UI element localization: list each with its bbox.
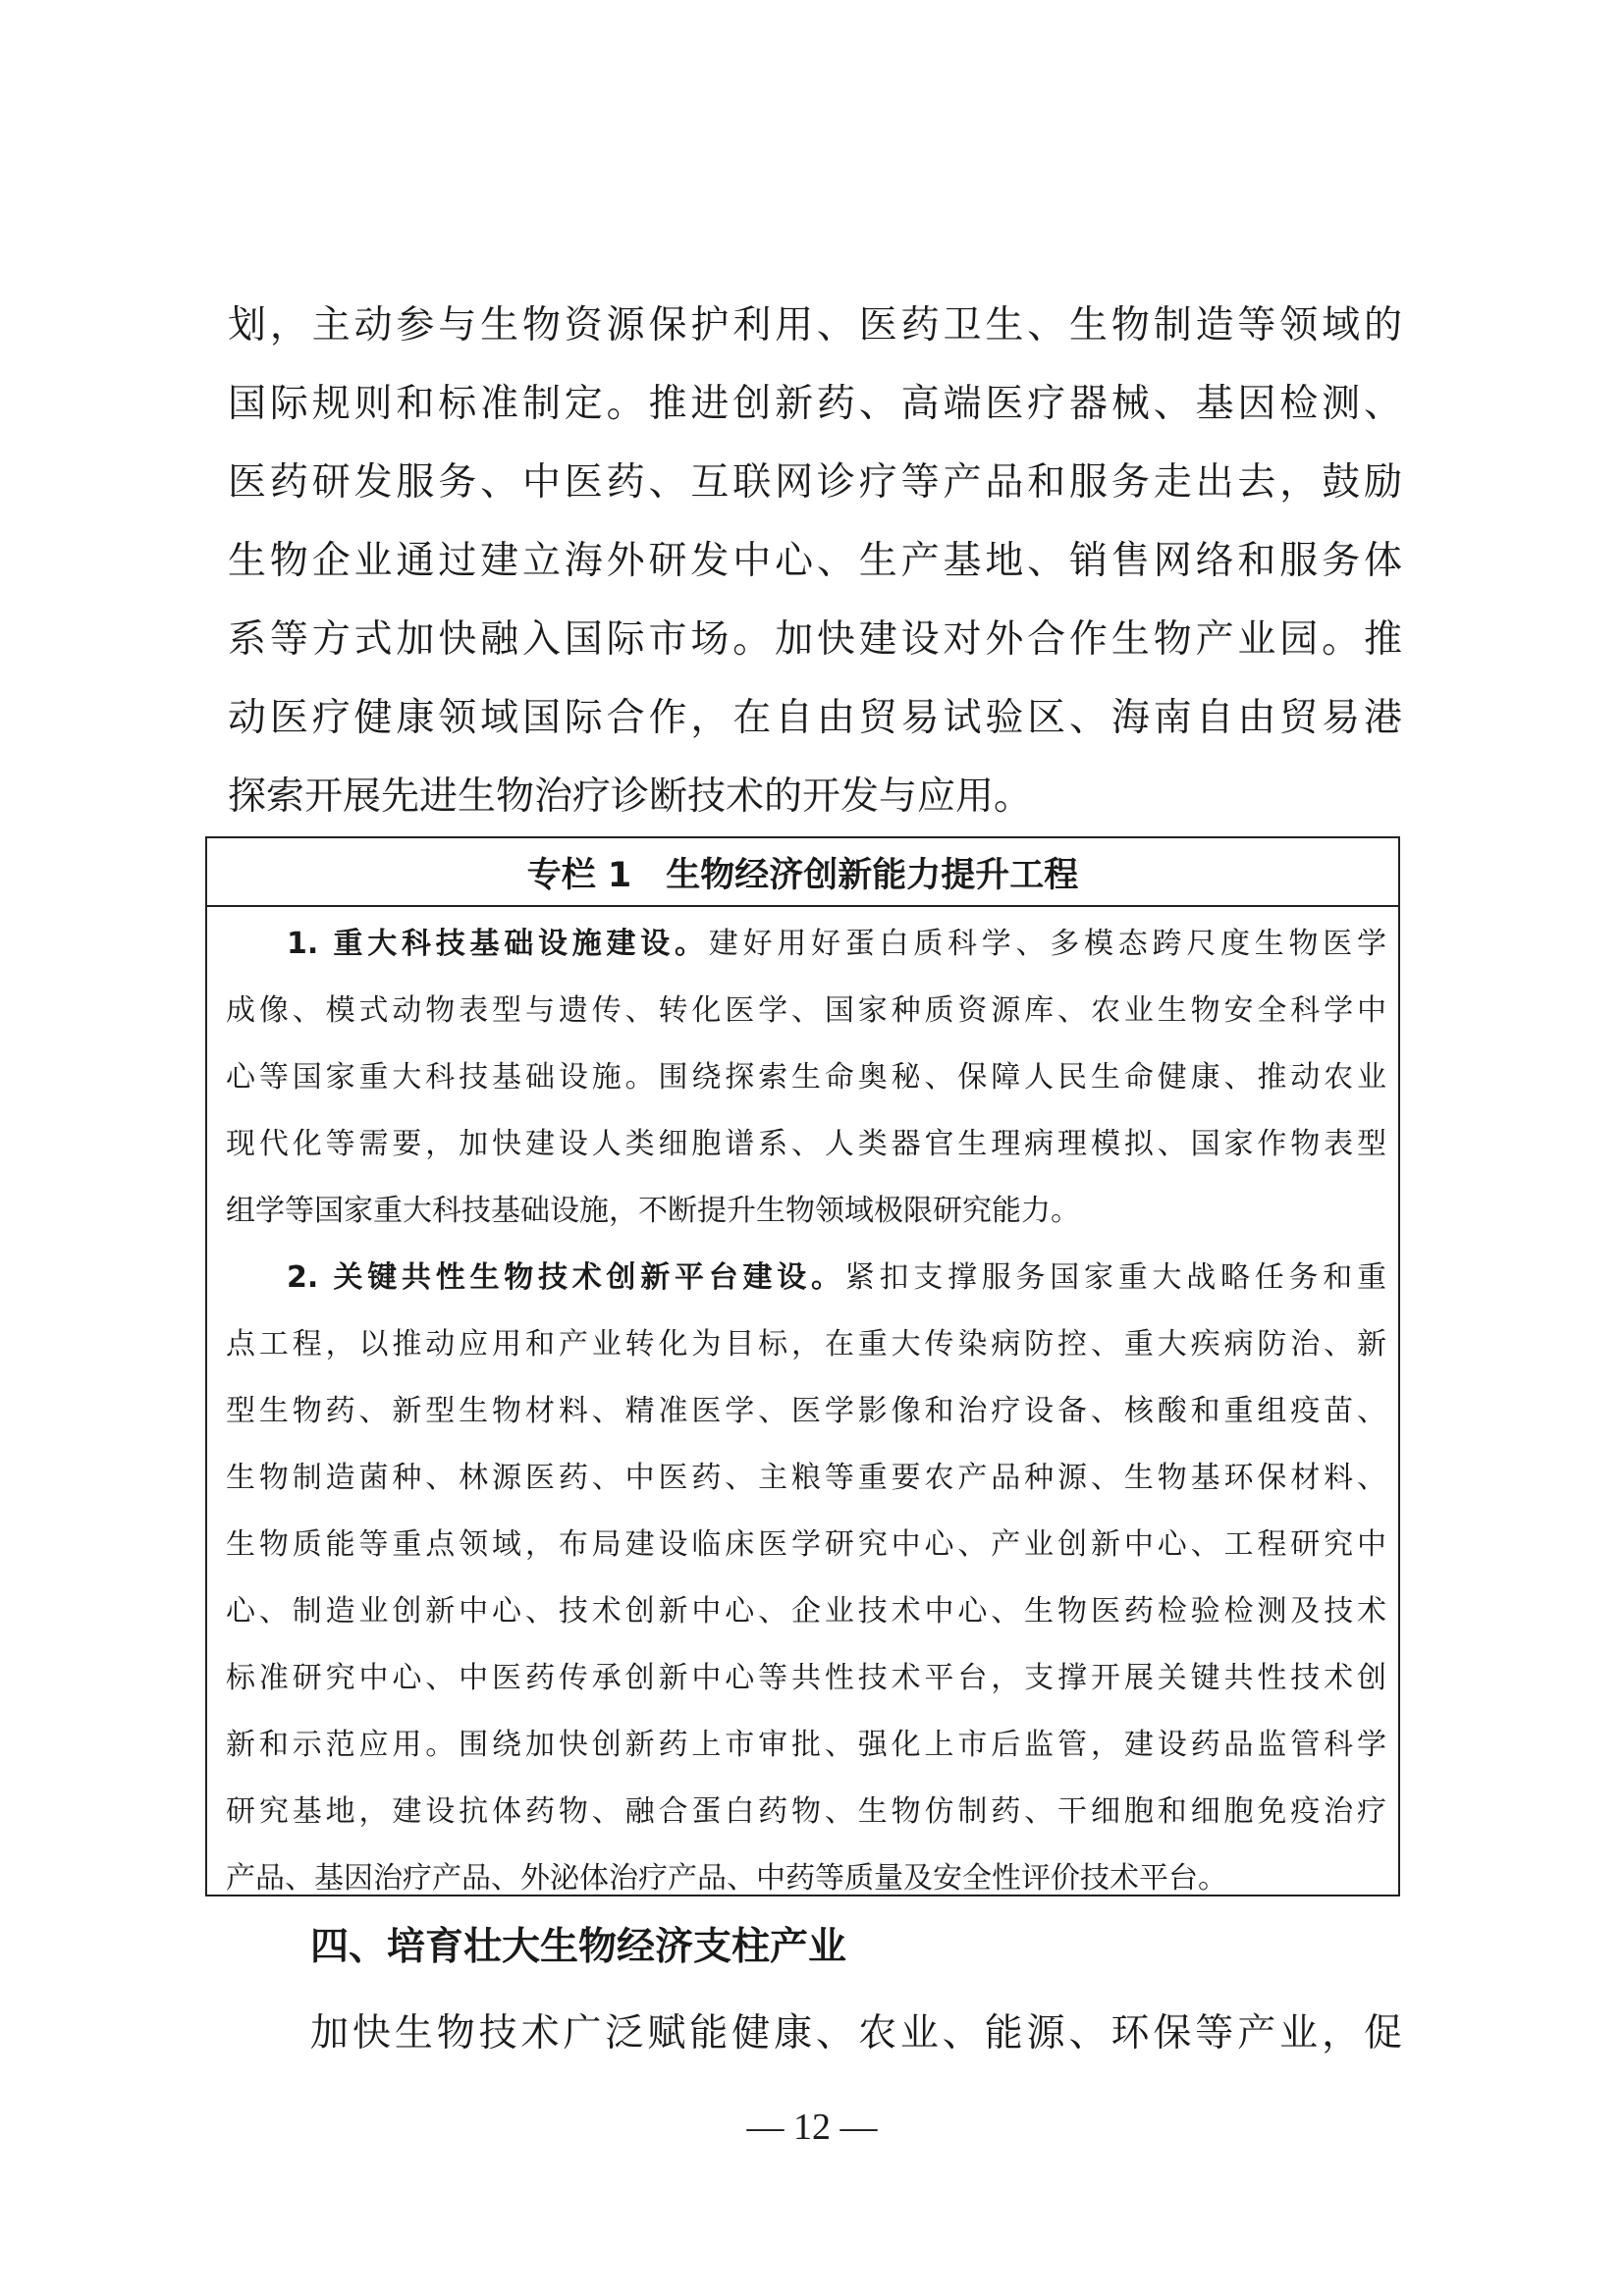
body-text-line: 划，主动参与生物资源保护利用、医药卫生、生物制造等领域的 [228, 303, 1402, 347]
item-heading: 1. 重大科技基础设施建设。 [287, 927, 709, 961]
box-item-line: 成像、模式动物表型与遗传、转化医学、国家种质资源库、农业生物安全科学中 [226, 993, 1386, 1028]
box-item-line: 心等国家重大科技基础设施。围绕探索生命奥秘、保障人民生命健康、推动农业 [226, 1060, 1386, 1095]
box-item-line: 生物质能等重点领域，布局建设临床医学研究中心、产业创新中心、工程研究中 [226, 1527, 1386, 1562]
box-divider [207, 905, 1398, 907]
box-item-line: 型生物药、新型生物材料、精准医学、医学影像和治疗设备、核酸和重组疫苗、 [226, 1394, 1386, 1428]
box-item-line: 心、制造业创新中心、技术创新中心、企业技术中心、生物医药检验检测及技术 [226, 1594, 1386, 1629]
body-text-line: 动医疗健康领域国际合作，在自由贸易试验区、海南自由贸易港 [228, 696, 1402, 740]
box-item-line [287, 925, 1386, 964]
body-text-line: 医药研发服务、中医药、互联网诊疗等产品和服务走出去，鼓励 [228, 460, 1402, 505]
box-item-line: 产品、基因治疗产品、外泌体治疗产品、中药等质量及安全性评价技术平台。 [226, 1861, 1227, 1896]
box-item-line: 新和示范应用。围绕加快创新药上市审批、强化上市后监管，建设药品监管科学 [226, 1728, 1386, 1762]
box-item-line [287, 1258, 1386, 1298]
body-text-line: 生物企业通过建立海外研发中心、生产基地、销售网络和服务体 [228, 539, 1402, 583]
item-text: 建好用好蛋白质科学、多模态跨尺度生物医学 [708, 927, 1387, 961]
box-item-line: 组学等国家重大科技基础设施，不断提升生物领域极限研究能力。 [226, 1194, 1080, 1228]
body-text-line: 探索开展先进生物治疗诊断技术的开发与应用。 [228, 774, 1033, 819]
box-item-line: 点工程，以推动应用和产业转化为目标，在重大传染病防控、重大疾病防治、新 [226, 1327, 1386, 1362]
item-text: 紧扣支撑服务国家重大战略任务和重 [844, 1260, 1386, 1295]
body-text-line: 国际规则和标准制定。推进创新药、高端医疗器械、基因检测、 [228, 382, 1402, 426]
body-text-line: 加快生物技术广泛赋能健康、农业、能源、环保等产业，促 [310, 2011, 1402, 2056]
item-heading: 2. 关键共性生物技术创新平台建设。 [287, 1260, 845, 1295]
body-text-line: 系等方式加快融入国际市场。加快建设对外合作生物产业园。推 [228, 617, 1402, 662]
box-item-line: 研究基地，建设抗体药物、融合蛋白药物、生物仿制药、干细胞和细胞免疫治疗 [226, 1794, 1386, 1829]
box-item-line: 生物制造菌种、林源医药、中医药、主粮等重要农产品种源、生物基环保材料、 [226, 1461, 1386, 1495]
box-item-line: 标准研究中心、中医药传承创新中心等共性技术平台，支撑开展关键共性技术创 [226, 1661, 1386, 1695]
box-title: 专栏 1 生物经济创新能力提升工程 [526, 856, 1079, 895]
page-number: — 12 — [746, 2107, 878, 2148]
box-item-line: 现代化等需要，加快建设人类细胞谱系、人类器官生理病理模拟、国家作物表型 [226, 1127, 1386, 1161]
section-heading: 四、培育壮大生物经济支柱产业 [310, 1925, 847, 1969]
